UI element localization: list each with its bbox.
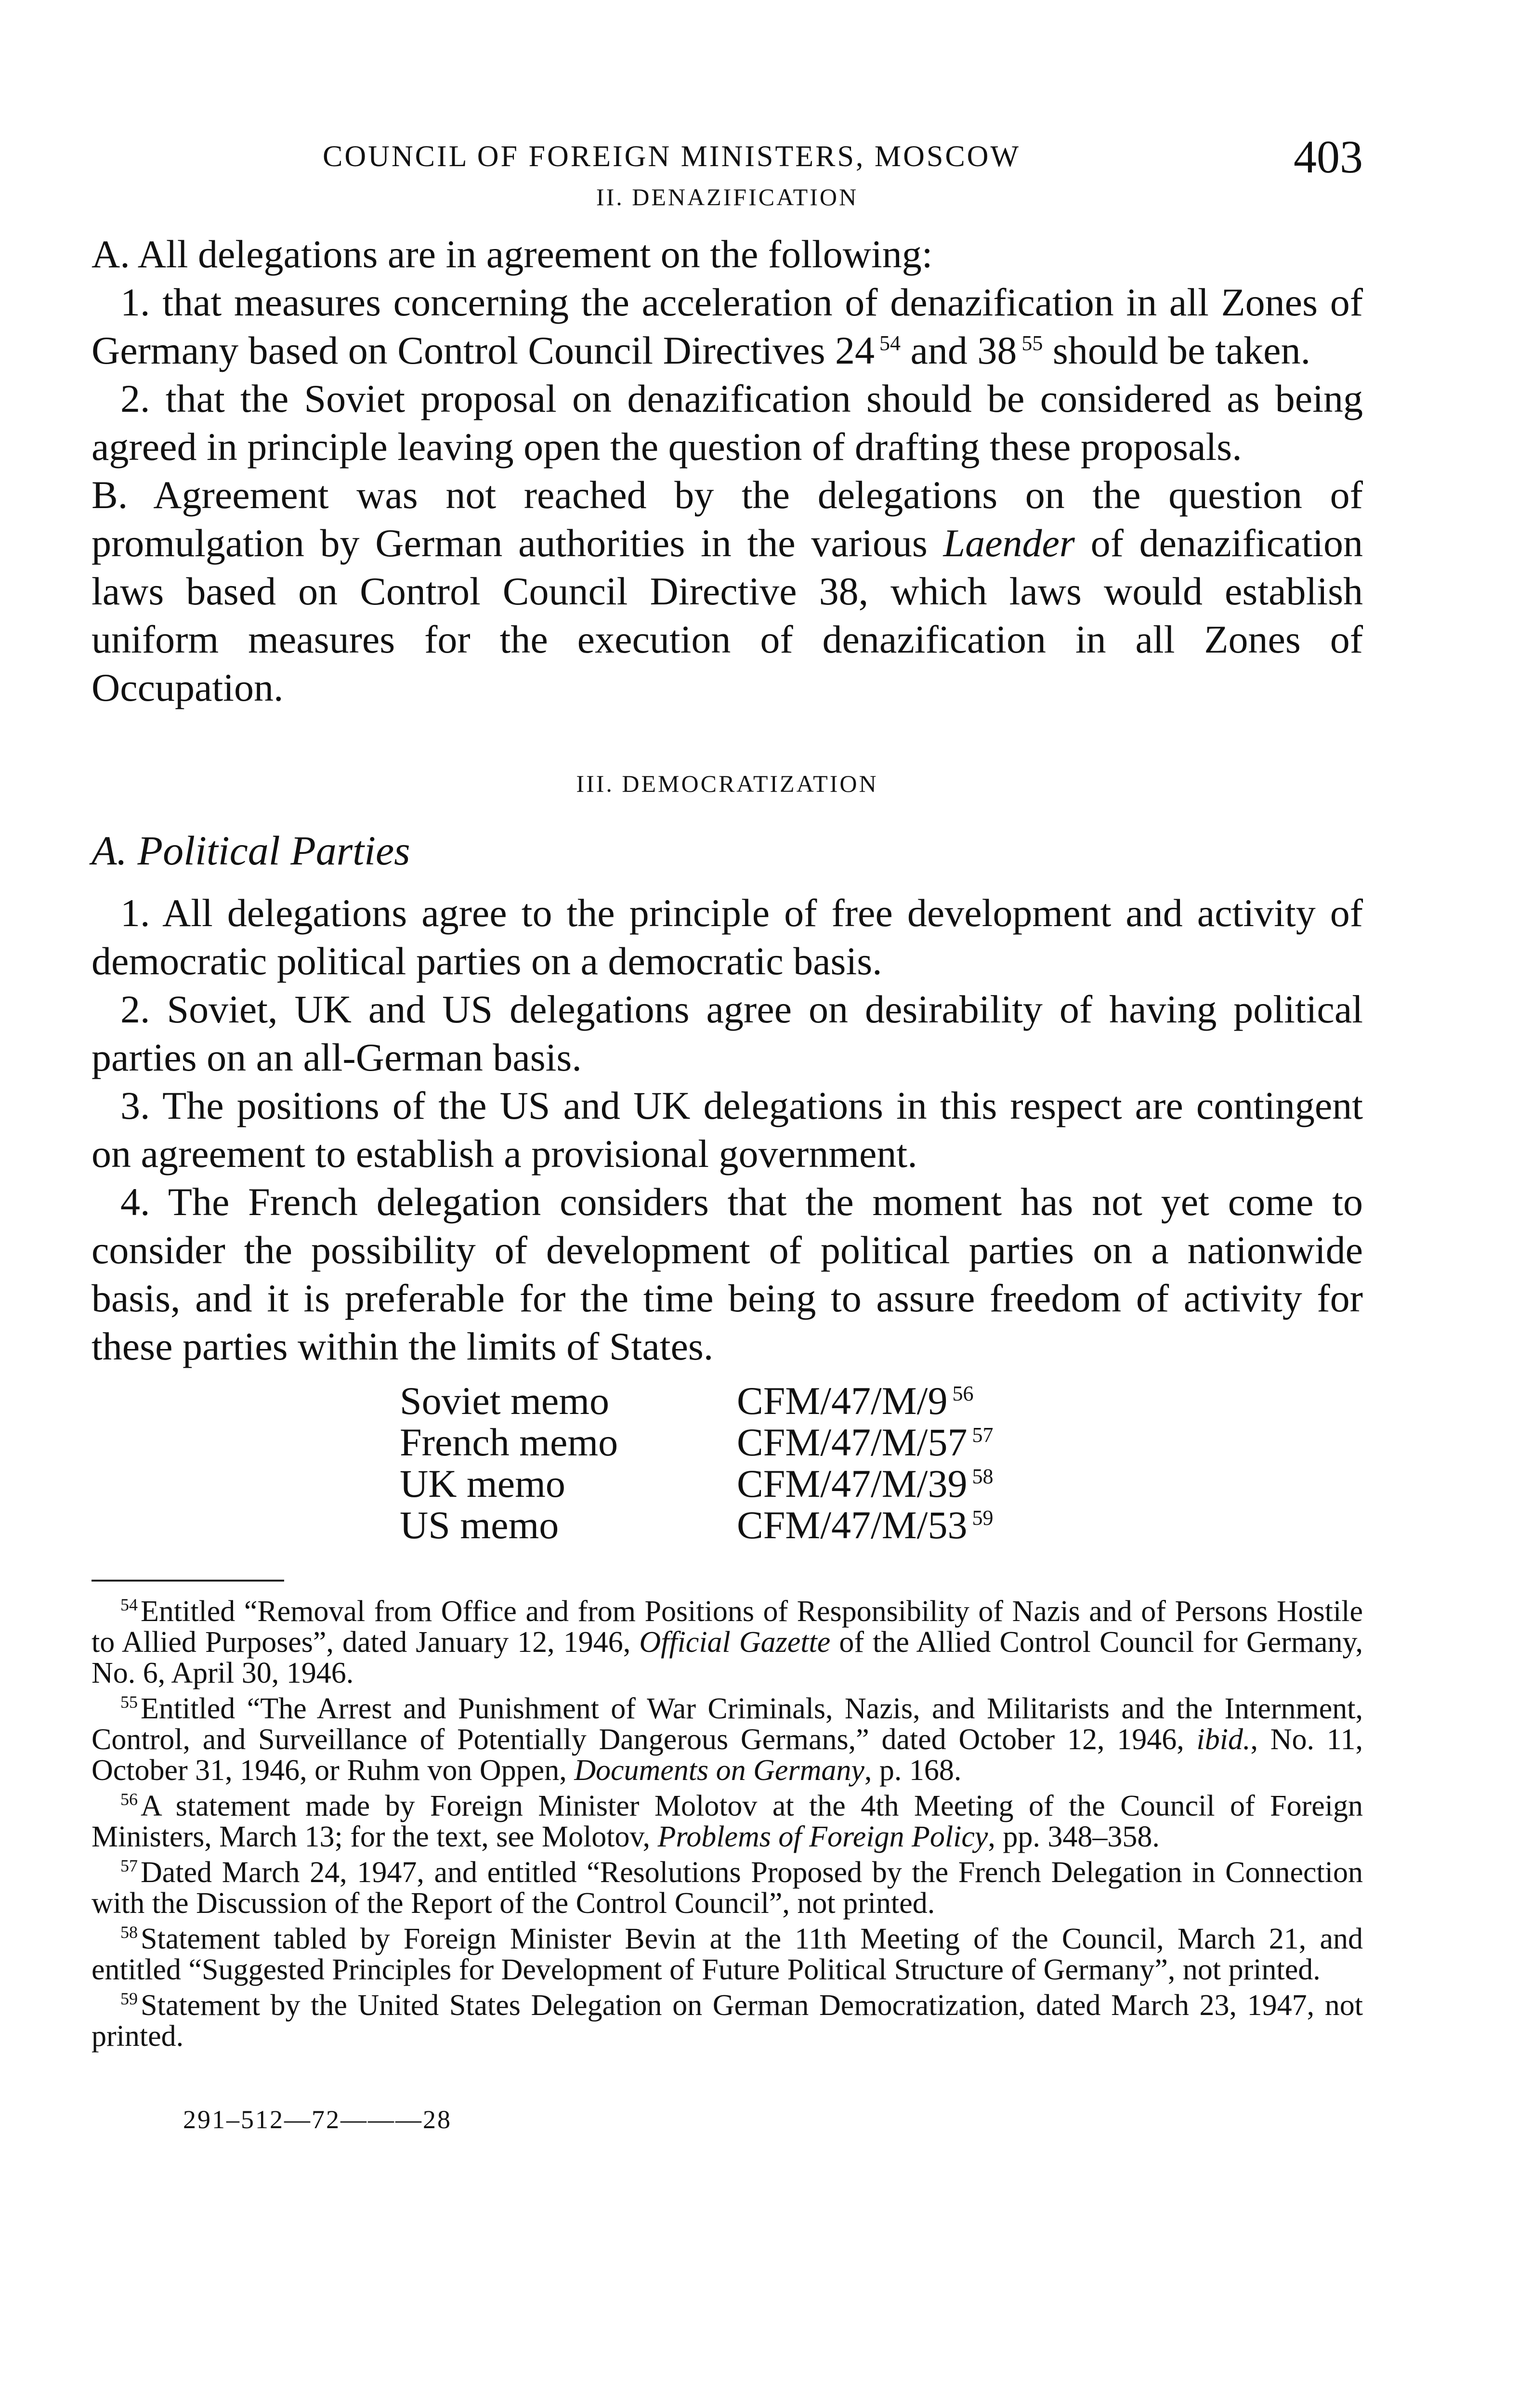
footnote-italic: ibid.	[1196, 1723, 1251, 1756]
memo-ref	[737, 1422, 993, 1463]
memo-table	[400, 1380, 1363, 1546]
memo-ref	[737, 1380, 973, 1422]
paragraph-item-1	[92, 278, 1363, 375]
footnote-number: 54	[120, 1595, 138, 1614]
document-page	[92, 130, 1363, 2134]
memo-ref	[737, 1463, 993, 1505]
footnote-ref: 59	[972, 1506, 994, 1530]
footnote-text: Entitled “The Arrest and Punishment of War Criminals, Nazis, and Militarists and the Internment, Control, and Surveillance of Potentially Dangerous Germans,” dated October 12, 1946,	[92, 1692, 1363, 1756]
list-item: 2. Soviet, UK and US delegations agree on desirability of having political parties on an all-German basis.	[92, 987, 1363, 1079]
memo-label: French memo	[400, 1420, 618, 1464]
footnote-ref-55: 55	[1021, 331, 1043, 355]
footnote-57	[92, 1857, 1363, 1919]
memo-ref-text: CFM/47/M/53	[737, 1503, 968, 1547]
footnote-text: Entitled “Removal from Office and from Positions of Responsibility of Nazis and of Persons Hostile to Allied Purposes”, dated January 12, 1946,	[92, 1595, 1363, 1659]
memo-ref	[737, 1505, 993, 1546]
footnote-59	[92, 1990, 1363, 2052]
running-title: COUNCIL OF FOREIGN MINISTERS, MOSCOW	[323, 140, 1021, 173]
footnote-ref-54: 54	[879, 331, 901, 355]
memo-label: Soviet memo	[400, 1379, 610, 1423]
memo-row	[400, 1463, 1363, 1505]
page-number: 403	[1294, 131, 1363, 183]
item-1-end: should be taken.	[1052, 328, 1311, 372]
footnotes	[92, 1596, 1363, 2052]
list-item: 3. The positions of the US and UK delegations in this respect are contingent on agreement to establish a provisional government.	[92, 1084, 1363, 1176]
footnote-56	[92, 1791, 1363, 1852]
footnote-58	[92, 1924, 1363, 1985]
footnote-italic: Problems of Foreign Policy	[657, 1820, 988, 1853]
footnote-text: Statement by the United States Delegation on German Democratization, dated March 23, 1947, not printed.	[92, 1989, 1363, 2053]
footnote-number: 57	[120, 1856, 138, 1875]
memo-label: US memo	[400, 1503, 559, 1547]
footnote-divider	[92, 1580, 284, 1582]
running-head	[92, 130, 1363, 183]
footnote-54	[92, 1596, 1363, 1688]
printer-code: 291–512—72———28	[183, 2105, 452, 2134]
memo-row	[400, 1422, 1363, 1463]
footnote-number: 58	[120, 1923, 138, 1942]
para-b-italic: Laender	[943, 521, 1075, 565]
footnote-text: A statement made by Foreign Minister Molotov at the 4th Meeting of the Council of Foreign Ministers, March 13; for the text, see Molotov,	[92, 1790, 1363, 1853]
footnote-text: , No. 11, October 31, 1946, or Ruhm von Oppen,	[92, 1723, 1363, 1787]
memo-ref-text: CFM/47/M/9	[737, 1379, 948, 1423]
footnote-italic: Documents on Germany	[574, 1754, 864, 1787]
footnote-text: of the Allied Control Council for Germany, No. 6, April 30, 1946.	[92, 1626, 1363, 1689]
footnote-ref: 58	[972, 1465, 994, 1488]
memo-label: UK memo	[400, 1462, 565, 1505]
memo-ref-text: CFM/47/M/39	[737, 1462, 968, 1505]
paragraph-item-2: 2. that the Soviet proposal on denazification should be considered as being agreed in principle leaving open the question of drafting these proposals.	[92, 377, 1363, 469]
footnote-ref: 56	[952, 1382, 974, 1405]
footnote-55	[92, 1693, 1363, 1786]
memo-ref-text: CFM/47/M/57	[737, 1420, 968, 1464]
footnote-text: Statement tabled by Foreign Minister Bevin at the 11th Meeting of the Council, March 21, and entitled “Suggested Principles for Development of Future Political Structure of Germany”, not printed.	[92, 1923, 1363, 1986]
footnote-text: , pp. 348–358.	[988, 1820, 1160, 1853]
memo-row	[400, 1505, 1363, 1546]
footnote-ref: 57	[972, 1423, 994, 1447]
subheading-political-parties: A. Political Parties	[92, 827, 410, 874]
list-item: 4. The French delegation considers that the moment has not yet come to consider the possibility of development of political parties on a nationwide basis, and it is preferable for the time being to assure freedom of activity for these parties within the limits of States.	[92, 1180, 1363, 1368]
item-1-and: and 38	[910, 328, 1017, 372]
section-title-denazification: II. DENAZIFICATION	[596, 183, 859, 210]
footnote-italic: Official Gazette	[639, 1626, 831, 1659]
list-item: 1. All delegations agree to the principle of free development and activity of democratic political parties on a democratic basis.	[92, 891, 1363, 983]
paragraph-b	[92, 471, 1363, 712]
para-b-start: B. Agreement was not reached by the delegations on the question of promulgation by German authorities in the various	[92, 473, 1363, 565]
footnote-text: , p. 168.	[864, 1754, 962, 1787]
memo-row	[400, 1380, 1363, 1422]
footnote-number: 56	[120, 1790, 138, 1809]
footnote-text: Dated March 24, 1947, and entitled “Resolutions Proposed by the French Delegation in Connection with the Discussion of the Report of the Control Council”, not printed.	[92, 1856, 1363, 1920]
footnote-number: 59	[120, 1989, 138, 2008]
footnote-number: 55	[120, 1692, 138, 1712]
paragraph-a: A. All delegations are in agreement on the following:	[92, 232, 933, 276]
section-title-democratization: III. DEMOCRATIZATION	[576, 770, 878, 797]
item-1-text: 1. that measures concerning the acceleration of denazification in all Zones of Germany based on Control Council Directives 24	[92, 280, 1363, 372]
para-b-end: of denazification laws based on Control Council Directive 38, which laws would establish uniform measures for the execution of denazification in all Zones of Occupation.	[92, 521, 1363, 709]
